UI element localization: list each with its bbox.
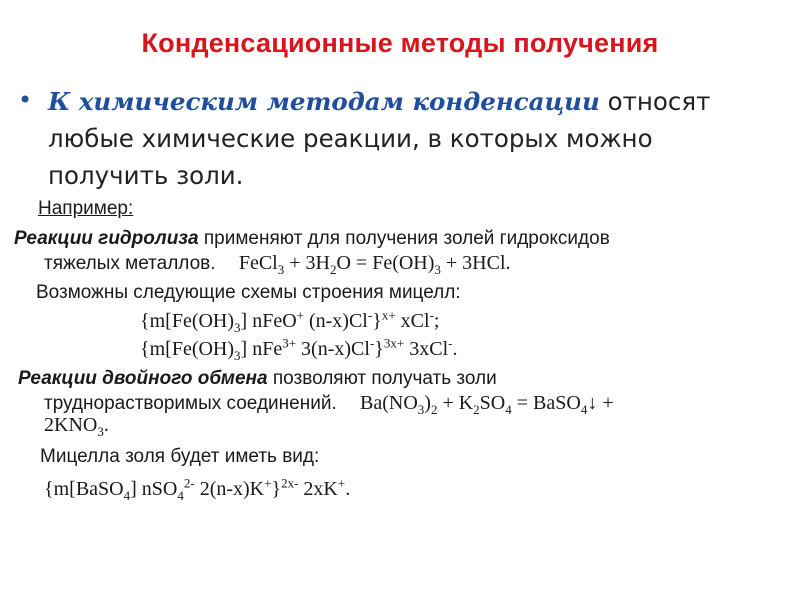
formula-sub: 3: [234, 320, 241, 335]
formula-sup: +: [296, 307, 304, 323]
formula-sup: -: [448, 335, 453, 351]
eq-part: SO: [479, 392, 506, 414]
formula-part: {m[Fe(OH): [140, 310, 235, 332]
eq-sub: 2: [473, 402, 480, 417]
formula-part: ] nSO: [130, 478, 178, 500]
eq-part: + 3H: [284, 252, 330, 274]
eq-sub: 4: [580, 402, 588, 417]
formula-sub: 4: [123, 488, 131, 503]
formula-sup: x+: [381, 307, 396, 323]
formula-part: }: [372, 310, 382, 332]
formula-sup: +: [337, 475, 346, 491]
micelle-formula-2: [140, 335, 458, 363]
formula-part: 2xK: [298, 478, 338, 500]
micelle-form-label: Мицелла золя будет иметь вид:: [40, 446, 320, 467]
eq-sub: 3: [434, 262, 441, 277]
formula-part: }: [374, 338, 384, 360]
eq-part: O = Fe(OH): [336, 252, 435, 274]
eq-sub: 3: [417, 402, 425, 417]
formula-sup: -: [429, 307, 434, 323]
hydrolysis-text-2: тяжелых металлов.: [44, 253, 216, 274]
formula-part: {m[BaSO: [44, 478, 124, 500]
formula-part: .: [345, 478, 351, 500]
formula-sub: 4: [177, 488, 184, 503]
eq-part: 2KNO: [44, 414, 98, 436]
formula-part: }: [271, 478, 282, 500]
eq-sub: 2: [430, 402, 438, 417]
formula-sup: -: [369, 335, 375, 351]
hydrolysis-text-1: применяют для получения золей гидроксидов: [198, 228, 610, 249]
exchange-equation: [360, 392, 614, 417]
formula-sup: 2-: [183, 475, 195, 491]
eq-sub: 4: [505, 402, 512, 417]
slide-title: Конденсационные методы получения: [141, 28, 659, 58]
micelle-formula-3: [44, 475, 351, 503]
formula-sub: 3: [234, 348, 241, 363]
micelle-schemes-label: Возможны следующие схемы строения мицелл:: [36, 282, 461, 303]
eq-sub: 3: [97, 424, 104, 439]
hydrolysis-equation: [238, 252, 511, 277]
example-label: Например:: [38, 198, 134, 219]
eq-part: .: [103, 414, 109, 436]
eq-part: Ba(NO: [360, 392, 418, 414]
eq-part: = BaSO: [511, 392, 581, 414]
exchange-line-2: [44, 392, 614, 415]
example-label-line: [38, 198, 133, 220]
formula-part: ] nFe: [240, 338, 283, 360]
formula-sup: 2x-: [281, 475, 299, 491]
exchange-text-1: позволяют получать золи: [267, 368, 497, 389]
eq-sub: 3: [277, 262, 285, 277]
formula-sup: +: [264, 475, 272, 491]
formula-part: {m[Fe(OH): [140, 338, 235, 360]
eq-part: ): [424, 392, 431, 414]
formula-sup: 3+: [282, 335, 297, 351]
formula-part: 2(n-x)K: [194, 478, 265, 500]
precipitate-arrow-icon: ↓: [587, 392, 598, 414]
formula-sup: -: [367, 307, 373, 323]
bullet-paragraph: [48, 83, 768, 194]
formula-part: ;: [433, 310, 440, 332]
formula-part: xCl: [395, 310, 430, 332]
eq-part: FeCl: [238, 252, 278, 274]
formula-sup: 3x+: [383, 335, 405, 351]
exchange-line-1: [18, 368, 497, 390]
bullet-emphasis: К химическим методам конденсации: [48, 87, 600, 116]
exchange-line-3: [44, 414, 109, 437]
formula-part: 3(n-x)Cl: [296, 338, 370, 360]
formula-part: .: [452, 338, 458, 360]
eq-sub: 2: [329, 262, 337, 277]
formula-part: ] nFeO: [240, 310, 297, 332]
eq-part: +: [597, 392, 614, 414]
exchange-text-2: труднорастворимых соединений.: [44, 393, 337, 414]
eq-part: + K: [437, 392, 474, 414]
hydrolysis-line-2: [44, 252, 511, 275]
bullet-rest: относят любые химические реакции, в которых можно получить золи.: [48, 87, 711, 190]
bullet-marker: •: [18, 86, 33, 114]
micelle-formula-1: [140, 307, 440, 335]
formula-part: 3xCl: [404, 338, 449, 360]
hydrolysis-heading: Реакции гидролиза: [14, 228, 199, 249]
eq-part: + 3HCl.: [440, 252, 511, 274]
formula-part: (n-x)Cl: [303, 310, 368, 332]
hydrolysis-line-1: [14, 228, 610, 250]
exchange-heading: Реакции двойного обмена: [18, 368, 268, 389]
